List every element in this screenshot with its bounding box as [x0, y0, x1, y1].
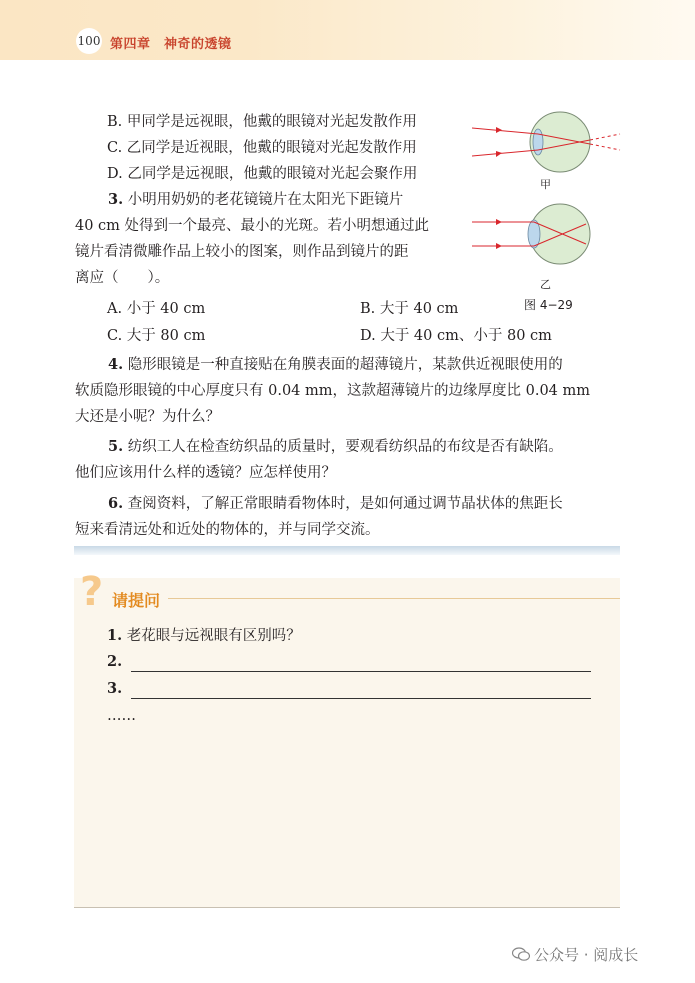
q3-option-b: B. 大于 40 cm — [360, 301, 459, 317]
ask-item-2-blank[interactable] — [131, 655, 591, 672]
option-c-prev: C. 乙同学是近视眼，他戴的眼镜对光起发散作用 — [107, 140, 417, 156]
q5-line-2: 他们应该用什么样的透镜？应怎样使用？ — [75, 465, 336, 481]
ask-item-3 — [107, 679, 591, 699]
q3-line-4: 离应（ ）。 — [75, 270, 170, 286]
eye-top — [472, 112, 620, 172]
q3-line-1 — [108, 190, 403, 210]
ask-title: 请提问 — [112, 591, 161, 610]
page-header — [0, 0, 695, 60]
q6-line-2: 短来看清远处和近处的物体的，并与同学交流。 — [75, 522, 380, 538]
ask-title-rule — [168, 598, 620, 599]
watermark-text: 公众号 · 阅成长 — [534, 946, 639, 964]
figure-label-bottom: 乙 — [540, 278, 551, 291]
watermark — [512, 944, 638, 965]
eye-bottom — [472, 204, 590, 264]
ask-ellipsis: …… — [107, 708, 136, 724]
q3-line-2: 40 cm 处得到一个最亮、最小的光斑。若小明想通过此 — [75, 218, 430, 234]
q4-text-1: 隐形眼镜是一种直接贴在角膜表面的超薄镜片，某款供近视眼使用的 — [127, 357, 563, 373]
q3-option-d: D. 大于 40 cm、小于 80 cm — [360, 328, 552, 344]
ask-item-2-number: 2. — [107, 653, 123, 670]
q6-number: 6. — [108, 495, 124, 512]
ask-item-2 — [107, 652, 591, 672]
q3-text-1: 小明用奶奶的老花镜镜片在太阳光下距镜片 — [127, 192, 404, 208]
option-d-prev: D. 乙同学是远视眼，他戴的眼镜对光起会聚作用 — [107, 166, 418, 182]
q3-option-a: A. 小于 40 cm — [107, 301, 206, 317]
q6-line-1 — [108, 494, 563, 514]
eye-diagram-svg — [472, 110, 622, 320]
q4-line-3: 大还是小呢？为什么？ — [75, 409, 220, 425]
ask-item-3-number: 3. — [107, 680, 123, 697]
q5-line-1 — [108, 437, 563, 457]
q4-line-2: 软质隐形眼镜的中心厚度只有 0.04 mm，这款超薄镜片的边缘厚度比 0.04 mm — [75, 383, 591, 399]
ask-item-1-number: 1. — [107, 627, 123, 644]
figure-label-top: 甲 — [540, 178, 551, 191]
figure-caption: 图 4−29 — [524, 298, 573, 312]
q5-number: 5. — [108, 438, 124, 455]
section-divider — [74, 546, 620, 555]
option-b-prev: B. 甲同学是远视眼，他戴的眼镜对光起发散作用 — [107, 114, 417, 130]
q5-text-1: 纺织工人在检查纺织品的质量时，要观看纺织品的布纹是否有缺陷。 — [127, 439, 563, 455]
wechat-icon — [512, 947, 530, 961]
ask-item-1-text: 老花眼与远视眼有区别吗？ — [126, 628, 301, 644]
ask-item-1 — [107, 626, 301, 646]
q3-option-c: C. 大于 80 cm — [107, 328, 206, 344]
chapter-title: 第四章 神奇的透镜 — [110, 37, 232, 52]
q3-line-3: 镜片看清微雕作品上较小的图案，则作品到镜片的距 — [75, 244, 409, 260]
figure-eye-diagrams — [472, 110, 622, 320]
q6-text-1: 查阅资料，了解正常眼睛看物体时，是如何通过调节晶状体的焦距长 — [127, 496, 563, 512]
question-mark-icon: ? — [80, 569, 104, 615]
bottom-rule — [74, 907, 620, 908]
q4-number: 4. — [108, 356, 124, 373]
page-number: 100 — [76, 28, 102, 54]
q4-line-1 — [108, 355, 563, 375]
ask-item-3-blank[interactable] — [131, 682, 591, 699]
q3-number: 3. — [108, 191, 124, 208]
